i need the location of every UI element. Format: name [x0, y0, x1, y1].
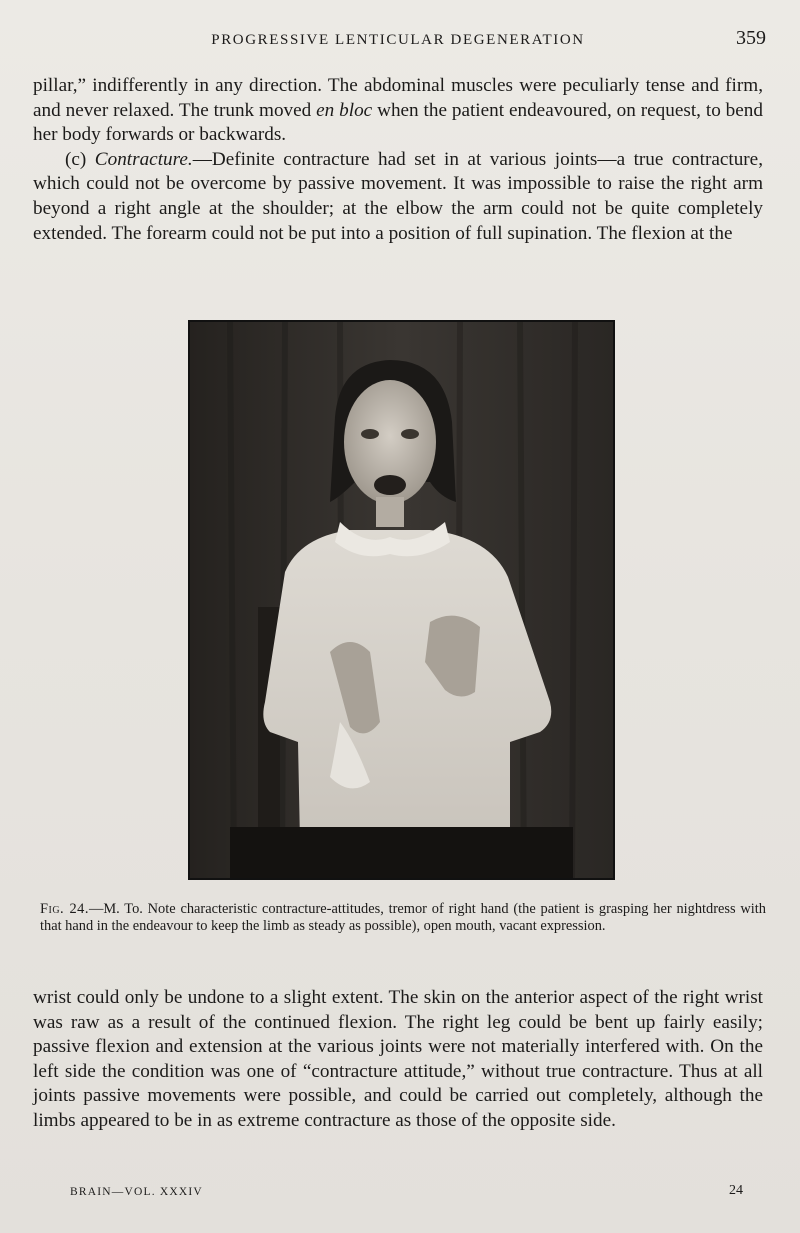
caption-text: —M. To. Note characteristic contracture-attitudes, tremor of right hand (the patient is grasping her nightdress with that hand in the endeavour to keep the limb as steady as possible), open mouth, vacant expression. — [40, 901, 766, 934]
patient-photograph — [188, 320, 615, 880]
body-text-top — [33, 74, 763, 246]
page-number: 359 — [736, 27, 766, 49]
photograph-image — [190, 322, 613, 878]
text-run: —Definite contracture had set in at various joints—a true contracture, which could not be overcome by passive movement. It was impossible to raise the right arm beyond a right angle at the shoulder; at the elbow the arm could not be quite completely extended. The forearm could not be put into a position of full supination. The flexion at the — [33, 148, 763, 244]
text-run: when the patient endeavoured, on request, to bend her body forwards or backwards. — [33, 99, 763, 146]
figure-caption — [40, 901, 766, 935]
section-heading: Contracture. — [94, 148, 193, 170]
journal-footer: BRAIN—VOL. XXXIV — [70, 1186, 203, 1198]
running-title: PROGRESSIVE LENTICULAR DEGENERATION — [211, 32, 585, 48]
italic-phrase: en bloc — [316, 99, 373, 121]
paragraph: wrist could only be undone to a slight extent. The skin on the anterior aspect of the right wrist was raw as a result of the continued flexion. The right leg could be bent up fairly easily; passive flexion and extension at the various joints were not materially interfered with. On the left side the condition was one of “contracture attitude,” without true contracture. Thus at all joints passive movements were possible, and could be carried out completely, although the limbs appeared to be in as extreme contracture as those of the opposite side. — [33, 987, 763, 1131]
paragraph — [33, 148, 763, 246]
running-head — [30, 27, 766, 54]
figure-label: Fig. 24. — [40, 901, 89, 917]
signature-mark: 24 — [729, 1183, 743, 1198]
body-text-bottom — [33, 986, 763, 1134]
section-label: (c) — [65, 148, 95, 170]
paragraph — [33, 74, 763, 148]
text-run: pillar,” indifferently in any direction. The abdominal muscles were peculiarly tense and firm, and never relaxed. The trunk moved — [33, 75, 763, 121]
